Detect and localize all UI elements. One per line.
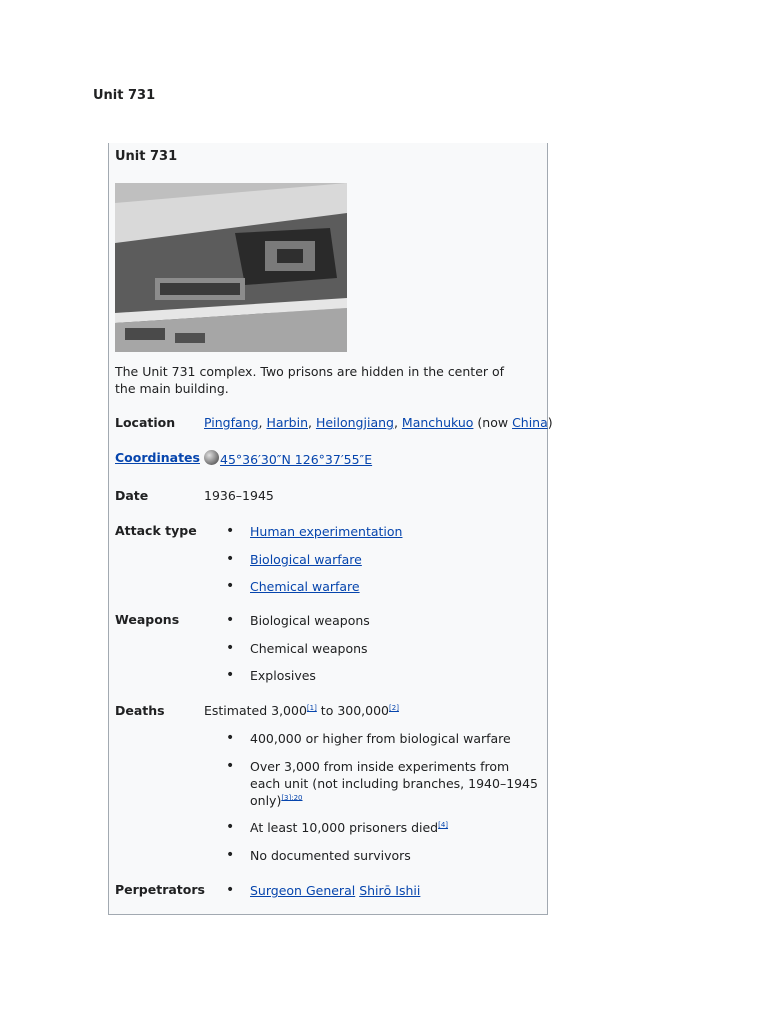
location-separator: ,: [308, 415, 316, 430]
location-label: Location: [115, 415, 176, 430]
deaths-estimate-low: Estimated 3,000: [204, 703, 307, 718]
link-manchukuo[interactable]: Manchukuo: [401, 415, 474, 430]
photo-illustration: [115, 183, 347, 352]
link-human-experimentation[interactable]: Human experimentation: [250, 524, 403, 539]
list-item: [204, 758, 540, 809]
weapons-label: Weapons: [115, 612, 180, 627]
deaths-estimate: [204, 703, 399, 718]
list-item: [204, 882, 540, 899]
list-item: [204, 523, 540, 540]
perpetrators-list: [204, 882, 540, 910]
deaths-label: Deaths: [115, 703, 165, 718]
list-item: [204, 551, 540, 568]
coordinates-label-link[interactable]: Coordinates: [115, 450, 200, 465]
citation-3[interactable]: [3]:20: [281, 793, 303, 802]
deaths-item-text: Over 3,000 from inside experiments from each unit (not including branches, 1940–1945 only): [250, 758, 539, 808]
deaths-list: [204, 730, 540, 874]
list-item: • 400,000 or higher from biological warfare: [204, 730, 540, 747]
link-china[interactable]: China: [512, 415, 548, 430]
date-value: 1936–1945: [204, 488, 274, 503]
location-separator: ,: [258, 415, 267, 430]
date-label: Date: [115, 488, 149, 503]
globe-icon[interactable]: [204, 450, 219, 465]
location-now-prefix: (now: [473, 415, 513, 430]
link-chemical-warfare[interactable]: Chemical warfare: [250, 579, 360, 594]
link-shiro-ishii[interactable]: Shirō Ishii: [359, 883, 421, 898]
list-item: • Chemical weapons: [204, 640, 540, 657]
infobox: [108, 143, 553, 915]
citation-1[interactable]: [1]: [306, 703, 317, 712]
deaths-item-text: At least 10,000 prisoners died: [250, 820, 439, 835]
link-biological-warfare[interactable]: Biological warfare: [250, 551, 362, 567]
infobox-title: Unit 731: [115, 149, 178, 164]
list-item: [204, 578, 540, 595]
citation-4[interactable]: [4]: [438, 820, 449, 829]
list-item: • Explosives: [204, 667, 540, 684]
citation-2[interactable]: [2]: [389, 703, 399, 712]
link-surgeon-general[interactable]: Surgeon General: [250, 883, 356, 898]
link-pingfang[interactable]: Pingfang: [204, 415, 259, 430]
location-now-suffix: ): [547, 415, 553, 430]
location-value: [204, 415, 553, 430]
list-item: • Biological weapons: [204, 612, 540, 629]
infobox-caption: The Unit 731 complex. Two prisons are hidden in the center of the main building.: [115, 364, 505, 396]
attack-type-label: Attack type: [115, 523, 197, 538]
coordinates-value: [204, 450, 372, 467]
link-heilongjiang[interactable]: Heilongjiang: [315, 415, 394, 430]
unit-731-complex-photo[interactable]: [115, 183, 347, 352]
list-item: [204, 819, 540, 836]
link-harbin[interactable]: Harbin: [266, 415, 308, 430]
deaths-estimate-high: to 300,000: [316, 703, 390, 718]
coordinates-link[interactable]: 45°36′30″N 126°37′55″E: [220, 452, 373, 467]
perpetrators-label: Perpetrators: [115, 882, 205, 897]
location-separator: ,: [393, 415, 402, 430]
attack-type-list: [204, 523, 540, 606]
page-title: Unit 731: [93, 88, 156, 103]
weapons-list: [204, 612, 540, 695]
list-item: • No documented survivors: [204, 847, 540, 864]
